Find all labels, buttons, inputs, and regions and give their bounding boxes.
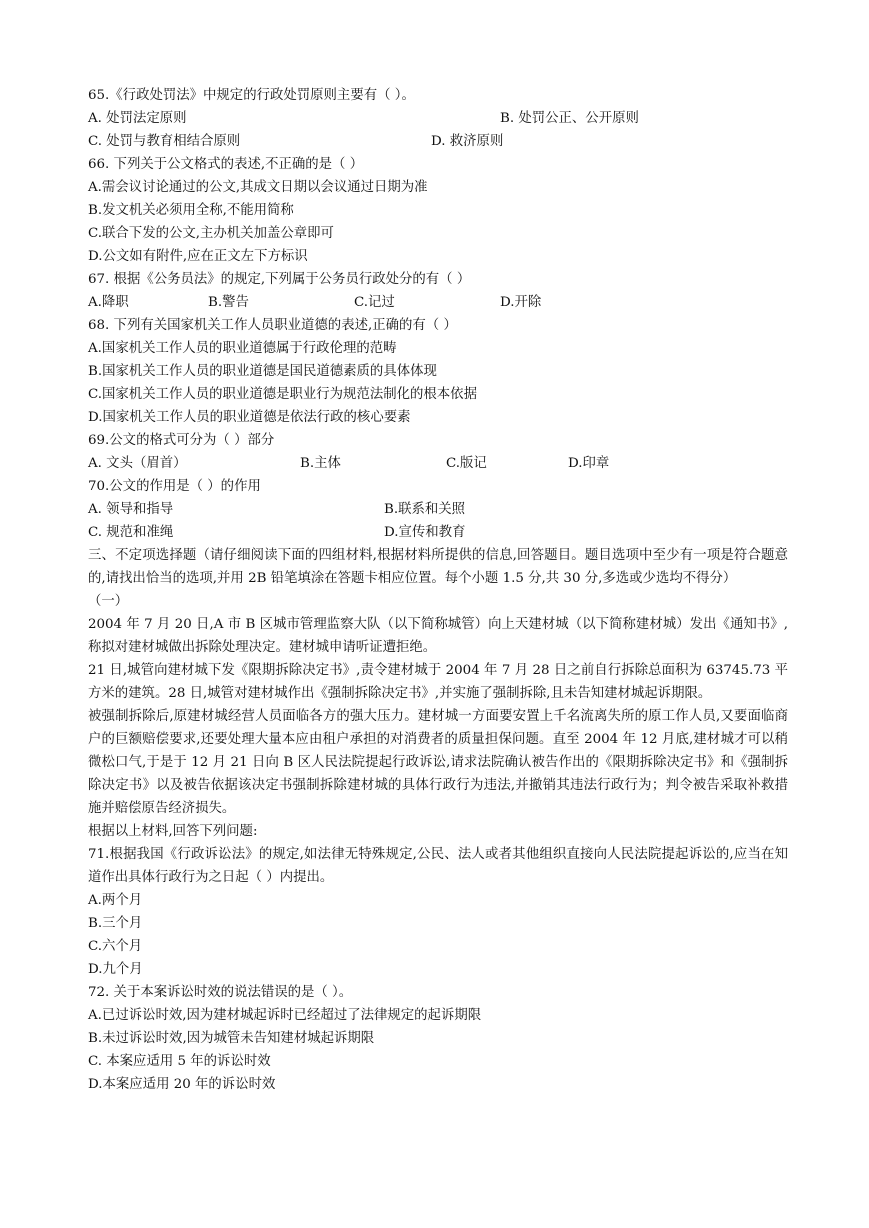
question-67-option-d: D.开除 xyxy=(500,295,542,310)
question-69-option-c: C.版记 xyxy=(446,456,487,471)
question-66-option-a: A.需会议讨论通过的公文,其成文日期以会议通过日期为准 xyxy=(88,180,428,195)
material-paragraph-2: 21 日,城管向建材城下发《限期拆除决定书》,责令建材城于 2004 年 7 月 28 日之前自行拆除总面积为 63745.73 平方米的建筑。28 日,城管对建材城作出《强制拆除决定书》,并实施了强制拆除,且未告知建材城起诉期限。 xyxy=(88,663,788,701)
material-prompt: 根据以上材料,回答下列问题: xyxy=(88,824,258,839)
question-67-options-row xyxy=(88,291,788,314)
question-69-option-a: A. 文头（眉首） xyxy=(88,456,187,471)
question-70-option-c: C. 规范和准绳 xyxy=(88,525,174,540)
material-paragraph-1: 2004 年 7 月 20 日,A 市 B 区城市管理监察大队（以下简称城管）向上天建材城（以下简称建材城）发出《通知书》,称拟对建材城做出拆除处理决定。建材城申请听证遭拒绝。 xyxy=(88,617,788,655)
question-68-option-c: C.国家机关工作人员的职业道德是职业行为规范法制化的根本依据 xyxy=(88,387,477,402)
question-71-option-b: B.三个月 xyxy=(88,916,143,931)
question-70-options-row-2 xyxy=(88,521,788,544)
question-70-options-row-1 xyxy=(88,498,788,521)
question-72-option-d: D.本案应适用 20 年的诉讼时效 xyxy=(88,1077,276,1092)
group-label: （一） xyxy=(88,594,129,609)
question-72-stem: 72. 关于本案诉讼时效的说法错误的是（ ）。 xyxy=(88,985,353,1000)
question-66-option-d: D.公文如有附件,应在正文左下方标识 xyxy=(88,249,308,264)
question-69-options-row xyxy=(88,452,788,475)
question-66-option-c: C.联合下发的公文,主办机关加盖公章即可 xyxy=(88,226,334,241)
question-65-option-b: B. 处罚公正、公开原则 xyxy=(500,111,639,126)
question-67-option-c: C.记过 xyxy=(354,295,395,310)
question-71-option-c: C.六个月 xyxy=(88,939,143,954)
question-67-stem: 67. 根据《公务员法》的规定,下列属于公务员行政处分的有（ ） xyxy=(88,272,471,287)
question-70-option-b: B.联系和关照 xyxy=(384,502,466,517)
question-65-option-a: A. 处罚法定原则 xyxy=(88,111,187,126)
section-3-heading: 三、不定项选择题（请仔细阅读下面的四组材料,根据材料所提供的信息,回答题目。题目选项中至少有一项是符合题意的,请找出恰当的选项,并用 2B 铅笔填涂在答题卡相应位置。每个小题 1.5 分,共 30 分,多选或少选均不得分） xyxy=(88,548,788,586)
question-71-option-d: D.九个月 xyxy=(88,962,143,977)
question-65-options-row-2 xyxy=(88,130,788,153)
question-69-option-b: B.主体 xyxy=(300,456,341,471)
question-70-option-d: D.宣传和教育 xyxy=(384,525,466,540)
question-68-option-d: D.国家机关工作人员的职业道德是依法行政的核心要素 xyxy=(88,410,411,425)
question-67-option-b: B.警告 xyxy=(208,295,249,310)
question-71-option-a: A.两个月 xyxy=(88,893,143,908)
question-68-option-a: A.国家机关工作人员的职业道德属于行政伦理的范畴 xyxy=(88,341,397,356)
question-69-stem: 69.公文的格式可分为（ ）部分 xyxy=(88,433,275,448)
question-65-option-d: D. 救济原则 xyxy=(431,134,504,149)
question-68-stem: 68. 下列有关国家机关工作人员职业道德的表述,正确的有（ ） xyxy=(88,318,457,333)
question-65-option-c: C. 处罚与教育相结合原则 xyxy=(88,134,241,149)
question-65-options-row-1 xyxy=(88,107,788,130)
material-paragraph-3: 被强制拆除后,原建材城经营人员面临各方的强大压力。建材城一方面要安置上千名流离失所的原工作人员,又要面临商户的巨额赔偿要求,还要处理大量本应由租户承担的对消费者的质量担保问题。直至 2004 年 12 月底,建材城才可以稍微松口气,于是于 12 月 21 日向 B 区人民法院提起行政诉讼,请求法院确认被告作出的《限期拆除决定书》和《强制拆除决定书》以及被告依据该决定书强制拆除建材城的具体行政行为违法,并撤销其违法行政行为；判令被告采取补救措施并赔偿原告经济损失。 xyxy=(88,709,788,816)
question-72-option-b: B.未过诉讼时效,因为城管未告知建材城起诉期限 xyxy=(88,1031,375,1046)
question-67-option-a: A.降职 xyxy=(88,295,129,310)
question-66-option-b: B.发文机关必须用全称,不能用简称 xyxy=(88,203,294,218)
question-72-option-c: C. 本案应适用 5 年的诉讼时效 xyxy=(88,1054,271,1069)
question-72-option-a: A.已过诉讼时效,因为建材城起诉时已经超过了法律规定的起诉期限 xyxy=(88,1008,482,1023)
question-69-option-d: D.印章 xyxy=(568,456,610,471)
question-68-option-b: B.国家机关工作人员的职业道德是国民道德素质的具体体现 xyxy=(88,364,437,379)
question-66-stem: 66. 下列关于公文格式的表述,不正确的是（ ） xyxy=(88,157,364,172)
question-70-stem: 70.公文的作用是（ ）的作用 xyxy=(88,479,261,494)
question-65-stem: 65.《行政处罚法》中规定的行政处罚原则主要有（ ）。 xyxy=(88,88,415,103)
document-page xyxy=(88,84,788,1096)
question-71-stem: 71.根据我国《行政诉讼法》的规定,如法律无特殊规定,公民、法人或者其他组织直接向人民法院提起诉讼的,应当在知道作出具体行政行为之日起（ ）内提出。 xyxy=(88,847,788,885)
question-70-option-a: A. 领导和指导 xyxy=(88,502,174,517)
